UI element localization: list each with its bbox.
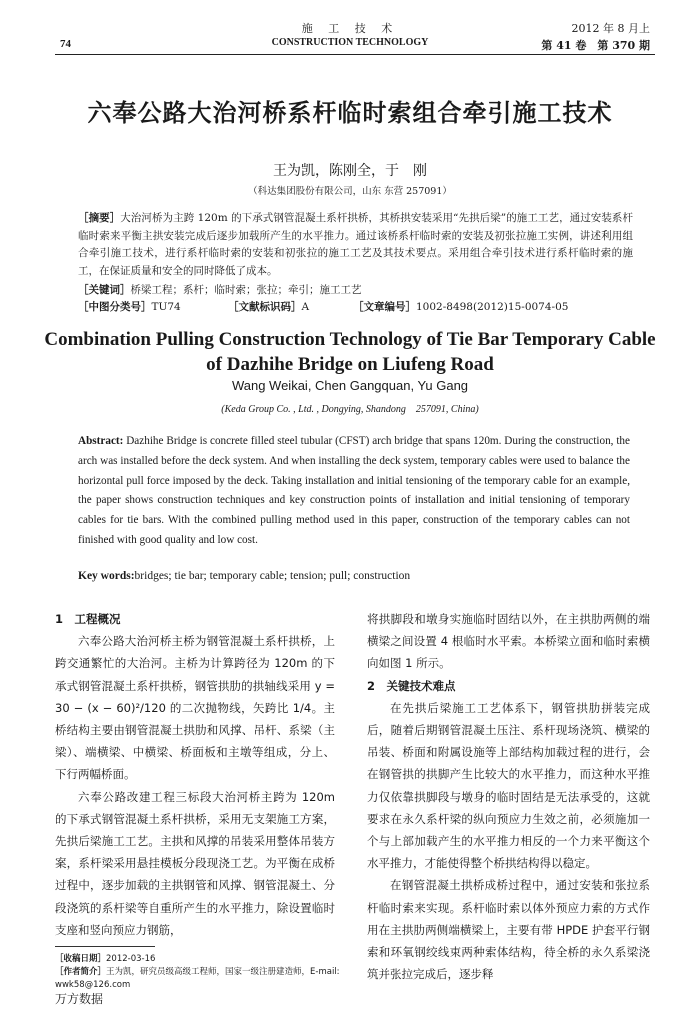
affiliation-en: (Keda Group Co. , Ltd. , Dongying, Shandong 257091, China) [221, 404, 479, 415]
abstract-cn-text: 大治河桥为主跨 120m 的下承式钢管混凝土系杆拱桥，其桥拱安装采用“先拱后梁”的施工工艺，通过安装系杆临时索来平衡主拱安装完成后逐步加载所产生的水平推力。通过该桥系杆临时索的安装及初张拉施工实例，讲述利用组合牵引施工技术，进行系杆临时索的安装和初张拉的施工工艺及其技术要点。采用组合牵引技术进行系杆临时索的施工，在保证质量和安全的同时降低了成本。 [78, 212, 633, 277]
journal-name-en: CONSTRUCTION TECHNOLOGY [271, 37, 429, 48]
keywords-en-text: bridges; tie bar; temporary cable; tension; pull; construction [134, 570, 411, 582]
footnote-rule [55, 946, 155, 947]
section-2-paragraph-2: 在钢管混凝土拱桥成桥过程中，通过安装和张拉系杆临时索来实现。系杆临时索以体外预应力索的方式作用在主拱肋两侧端横梁上，主要有带 HPDE 护套平行钢索和环氧钢绞线束两种索体结构，待全桥的永久系梁浇筑并张拉完成后，逐步释 [367, 878, 650, 982]
title-en-line2: of Dazhihe Bridge on Liufeng Road [206, 354, 494, 375]
header-rule [55, 54, 655, 55]
doc-code-label: ［文献标识码］ [228, 301, 302, 313]
received-label: ［收稿日期］ [55, 954, 107, 964]
watermark: 万方数据 [55, 992, 104, 1006]
section-1-paragraph-2: 六奉公路改建工程三标段大治河桥主跨为 120m 的下承式钢管混凝土系杆拱桥，采用无支架施工方案，先拱后梁施工工艺。主拱和风撑的吊装采用整体吊装方案，系杆梁采用悬挂模板分段现浇工艺。为平衡在成桥过程中，逐步加载的主拱钢管和风撑、钢管混凝土、分段浇筑的系杆梁等自重所产生的水平推力，除设置临时支座和竖向预应力钢筋， [55, 789, 335, 937]
keywords-cn-label: ［关键词］ [78, 284, 131, 296]
article-no-label: ［文章编号］ [353, 301, 416, 313]
clc-label: ［中图分类号］ [78, 301, 152, 313]
body-column-left [55, 608, 335, 941]
footnote [55, 953, 345, 992]
keywords-en-label: Key words: [78, 570, 135, 582]
doc-code-value: A [301, 301, 310, 313]
authors-en: Wang Weikai, Chen Gangquan, Yu Gang [231, 378, 469, 393]
clc-value: TU74 [151, 301, 181, 313]
issue-date: 2012 年 8 月上 [571, 22, 650, 35]
title-en-line1: Combination Pulling Construction Technology of Tie Bar Temporary Cable [44, 329, 656, 350]
abstract-cn [78, 210, 633, 280]
author-bio-value: 王为凯，研究员级高级工程师，国家一级注册建造师，E-mail: wwk58@126.com [55, 967, 340, 990]
keywords-cn-text: 桥梁工程；系杆；临时索；张拉；牵引；施工工艺 [130, 284, 362, 296]
abstract-en [78, 432, 630, 551]
title-cn: 六奉公路大治河桥系杆临时索组合牵引施工技术 [87, 99, 613, 127]
classification-line [78, 299, 633, 317]
affiliation-cn: （科达集团股份有限公司，山东 东营 257091） [248, 186, 452, 197]
keywords-cn [78, 282, 633, 300]
authors-cn: 王为凯，陈刚全，于 刚 [273, 163, 427, 179]
keywords-en [78, 570, 630, 582]
section-1-heading: 1 工程概况 [55, 612, 121, 626]
section-2-paragraph-1: 在先拱后梁施工工艺体系下，钢管拱肋拼装完成后，随着后期钢管混凝土压注、系杆现场浇筑、横梁的吊装、桥面和附属设施等上部结构加载过程的进行，会在钢管拱的拱脚产生比较大的水平推力，而这种水平推力仅依靠拱脚段与墩身的临时固结是无法承受的，这就要求在永久系杆梁的纵向预应力生效之前，必须施加一个与上部加载产生的水平推力相反的一个力来平衡这个水平推力，才能使得整个桥拱结构得以稳定。 [367, 700, 650, 871]
section-1-paragraph-cont: 将拱脚段和墩身实施临时固结以外，在主拱肋两侧的端横梁之间设置 4 根临时水平索。本桥梁立面和临时索横向如图 1 所示。 [367, 612, 650, 671]
received-value: 2012-03-16 [106, 954, 156, 964]
section-1-paragraph-1: 六奉公路大治河桥主桥为钢管混凝土系杆拱桥，上跨交通繁忙的大治河。主桥为计算跨径为 120m 的下承式钢管混凝土系杆拱桥，钢管拱肋的拱轴线采用 y = 30 − (x − 60)²/120 的二次抛物线，矢跨比 1/4。主桥结构主要由钢管混凝土拱肋和风撑、吊杆、系梁（主梁）、端横梁、中横梁、桥面板和主墩等组成，分上、下行两幅桥面。 [55, 634, 335, 782]
issue-volume: 第 41 卷 第 370 期 [541, 39, 650, 52]
abstract-cn-label: ［摘要］ [78, 212, 121, 224]
section-2-heading: 2 关键技术难点 [367, 678, 456, 693]
author-bio-label: ［作者简介］ [55, 967, 107, 977]
title-en [0, 327, 700, 377]
journal-name-cn: 施 工 技 术 [301, 22, 399, 35]
abstract-en-text: Dazhihe Bridge is concrete filled steel tubular (CFST) arch bridge that spans 120m. During the construction, the arch was installed before the deck system. And when installing the deck system, temporary cables were used to balance the horizontal pull force imposed by the deck. Taking installation and initial tensioning of the temporary cable for an example, the paper shows construction techniques and key construction points of installation and initial tensioning of temporary cables for tie bars. With the combined pulling method used in this paper, construction of the temporary cables can not finished with good quality and low cost. [78, 435, 630, 546]
body-column-right [367, 608, 650, 985]
page-number: 74 [60, 38, 71, 50]
article-no-value: 1002-8498(2012)15-0074-05 [416, 301, 569, 313]
abstract-en-label: Abstract: [78, 435, 124, 447]
